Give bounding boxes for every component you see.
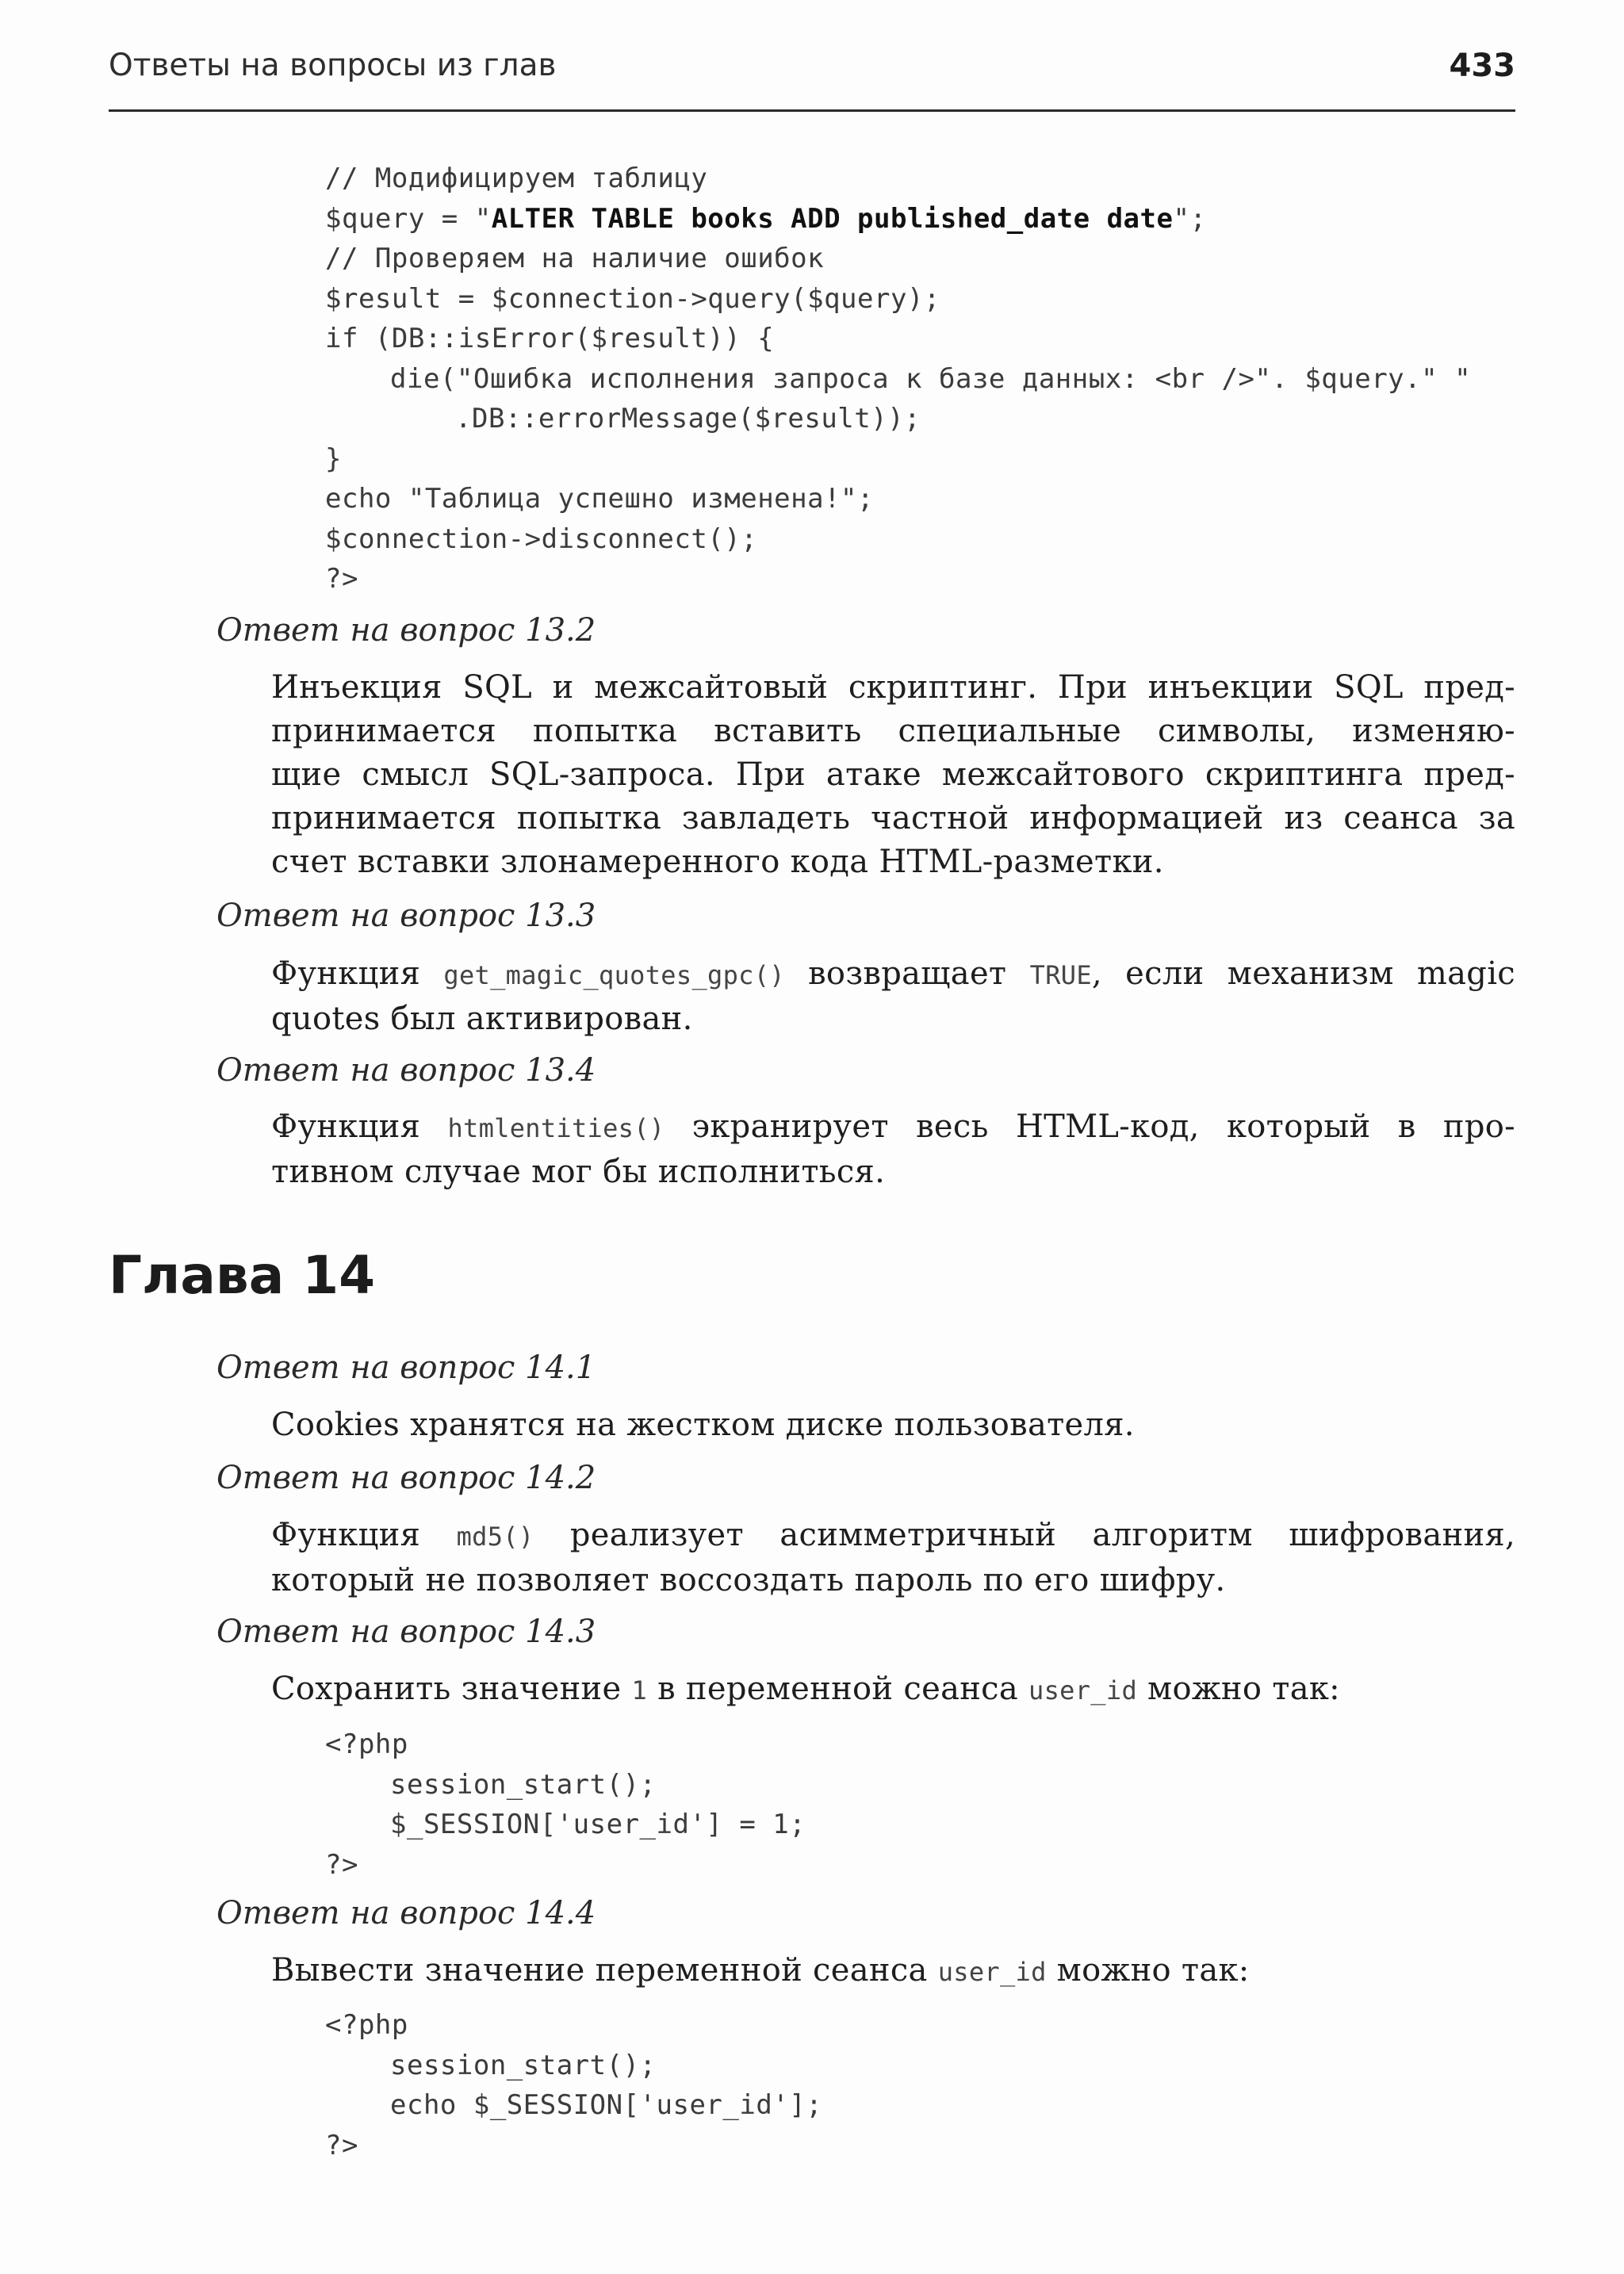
text-fragment: реализует асимметричный алгоритм шифрования, bbox=[534, 1517, 1515, 1553]
inline-code: get_magic_quotes_gpc() bbox=[443, 960, 785, 990]
code-line: ?> bbox=[325, 2129, 358, 2161]
text-fragment: Вывести значение переменной сеанса bbox=[271, 1952, 938, 1989]
text-fragment: , если механизм magic bbox=[1091, 955, 1515, 992]
inline-code: md5() bbox=[456, 1522, 534, 1552]
text-fragment: Функция bbox=[271, 1517, 457, 1553]
code-block-session-set bbox=[325, 1725, 806, 1885]
text-fragment: Функция bbox=[271, 1108, 448, 1145]
code-line: session_start(); bbox=[390, 2049, 657, 2081]
answer-heading-14-1: Ответ на вопрос 14.1 bbox=[216, 1349, 596, 1386]
text-line: тивном случае мог бы исполниться. bbox=[271, 1154, 886, 1190]
code-block-session-echo bbox=[325, 2005, 822, 2165]
answer-heading-14-3: Ответ на вопрос 14.3 bbox=[216, 1614, 596, 1650]
code-sql-string: ALTER TABLE books ADD published_date date bbox=[491, 202, 1174, 235]
text-fragment: экранирует весь HTML-код, который в про- bbox=[665, 1108, 1515, 1145]
inline-code: 1 bbox=[631, 1675, 648, 1706]
text-line: счет вставки злонамеренного кода HTML-разметки. bbox=[271, 844, 1164, 880]
text-fragment: можно так: bbox=[1046, 1952, 1250, 1989]
text-line: принимается попытка вставить специальные символы, изменяю- bbox=[271, 713, 1515, 749]
text-line: quotes был активирован. bbox=[271, 1001, 693, 1037]
answer-text-14-3 bbox=[271, 1667, 1515, 1713]
code-line: <?php bbox=[325, 1728, 408, 1760]
running-header-title: Ответы на вопросы из глав bbox=[109, 48, 557, 83]
code-line: if (DB::isError($result)) { bbox=[325, 323, 775, 354]
inline-code: htmlentities() bbox=[447, 1113, 665, 1143]
answer-text-14-2 bbox=[271, 1514, 1515, 1602]
code-block-alter-table bbox=[325, 159, 1471, 599]
code-line bbox=[325, 199, 1471, 239]
text-line bbox=[271, 1667, 1515, 1713]
answer-text-13-3 bbox=[271, 952, 1515, 1041]
answer-text-13-2 bbox=[271, 666, 1515, 884]
text-fragment: возвращает bbox=[784, 955, 1030, 992]
code-line: // Проверяем на наличие ошибок bbox=[325, 243, 825, 274]
text-line: который не позволяет воссоздать пароль по его шифру. bbox=[271, 1562, 1226, 1598]
code-line: $connection->disconnect(); bbox=[325, 523, 758, 555]
answer-heading-13-2: Ответ на вопрос 13.2 bbox=[216, 612, 596, 649]
page-number: 433 bbox=[1449, 48, 1515, 84]
code-fragment: "; bbox=[1173, 202, 1207, 235]
code-line: .DB::errorMessage($result)); bbox=[455, 403, 921, 435]
text-line: щие смысл SQL-запроса. При атаке межсайтового скриптинга пред- bbox=[271, 756, 1515, 793]
code-line: echo "Таблица успешно изменена!"; bbox=[325, 483, 875, 515]
text-line bbox=[271, 1514, 1515, 1559]
text-line bbox=[271, 1949, 1515, 1994]
text-fragment: можно так: bbox=[1137, 1671, 1340, 1707]
inline-code: TRUE bbox=[1029, 960, 1092, 990]
text-line: Инъекция SQL и межсайтовый скриптинг. При инъекции SQL пред- bbox=[271, 669, 1515, 706]
answer-heading-13-3: Ответ на вопрос 13.3 bbox=[216, 898, 596, 934]
text-line: Cookies хранятся на жестком диске пользователя. bbox=[271, 1407, 1135, 1443]
text-line: принимается попытка завладеть частной информацией из сеанса за bbox=[271, 800, 1515, 836]
code-line: die("Ошибка исполнения запроса к базе данных: <br />". $query." " bbox=[390, 362, 1472, 395]
code-line: ?> bbox=[325, 1848, 358, 1881]
text-fragment: Функция bbox=[271, 955, 444, 992]
inline-code: user_id bbox=[1028, 1675, 1138, 1706]
text-line bbox=[271, 952, 1515, 997]
answer-text-14-4 bbox=[271, 1949, 1515, 1994]
code-line: $_SESSION['user_id'] = 1; bbox=[390, 1809, 806, 1840]
text-line bbox=[271, 1105, 1515, 1150]
code-line: $result = $connection->query($query); bbox=[325, 282, 940, 315]
code-line: session_start(); bbox=[390, 1768, 657, 1801]
code-line: // Модифицируем таблицу bbox=[325, 163, 708, 194]
text-fragment: в переменной сеанса bbox=[647, 1671, 1029, 1707]
code-line: ?> bbox=[325, 563, 358, 595]
answer-text-13-4 bbox=[271, 1105, 1515, 1194]
answer-text-14-1 bbox=[271, 1403, 1515, 1447]
code-line: <?php bbox=[325, 2009, 408, 2041]
answer-heading-14-4: Ответ на вопрос 14.4 bbox=[216, 1895, 596, 1931]
inline-code: user_id bbox=[937, 1957, 1047, 1987]
answer-heading-14-2: Ответ на вопрос 14.2 bbox=[216, 1460, 596, 1496]
code-line: echo $_SESSION['user_id']; bbox=[390, 2089, 823, 2121]
running-header bbox=[109, 48, 1515, 112]
code-fragment: $query = " bbox=[325, 202, 492, 235]
chapter-heading: Глава 14 bbox=[109, 1245, 376, 1306]
text-fragment: Сохранить значение bbox=[271, 1671, 632, 1707]
answer-heading-13-4: Ответ на вопрос 13.4 bbox=[216, 1052, 596, 1089]
code-line: } bbox=[325, 442, 342, 475]
